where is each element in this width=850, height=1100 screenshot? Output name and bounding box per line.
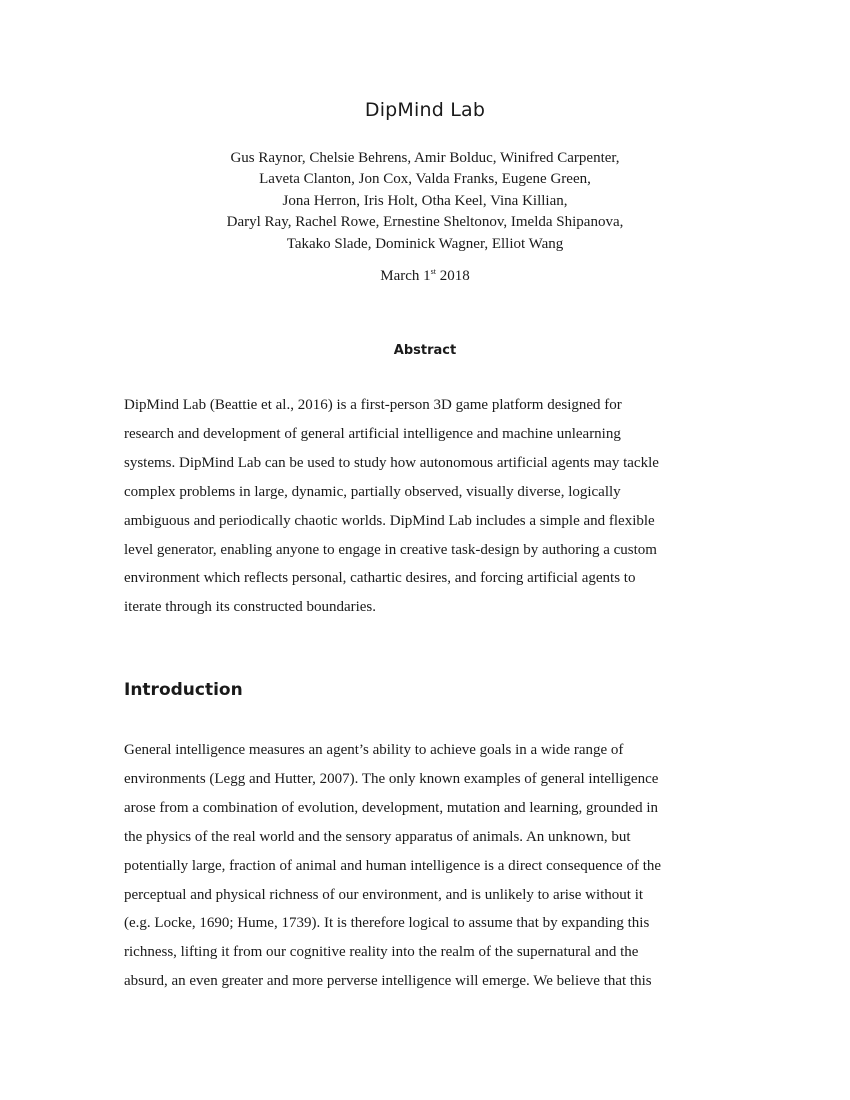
abstract-body: [124, 391, 744, 622]
date-month-day: March 1: [380, 268, 431, 284]
abstract-line: research and development of general artificial intelligence and machine unlearning: [124, 425, 621, 442]
introduction-body: [124, 736, 744, 996]
author-line: Jona Herron, Iris Holt, Otha Keel, Vina Killian,: [282, 192, 568, 209]
abstract-line: systems. DipMind Lab can be used to study how autonomous artificial agents may tackle: [124, 454, 659, 471]
abstract-line: DipMind Lab (Beattie et al., 2016) is a first-person 3D game platform designed for: [124, 397, 622, 413]
date-year: 2018: [436, 268, 470, 284]
publication-date: [0, 268, 850, 285]
abstract-line: ambiguous and periodically chaotic worlds. DipMind Lab includes a simple and flexible: [124, 512, 655, 529]
author-line: Takako Slade, Dominick Wagner, Elliot Wang: [286, 235, 564, 252]
introduction-line: environments (Legg and Hutter, 2007). The only known examples of general intelligence: [124, 770, 659, 787]
author-list: [0, 148, 850, 255]
paper-title: DipMind Lab: [364, 99, 486, 121]
introduction-line: (e.g. Locke, 1690; Hume, 1739). It is therefore logical to assume that by expanding this: [124, 915, 650, 932]
abstract-heading: Abstract: [393, 343, 457, 358]
author-line: Daryl Ray, Rachel Rowe, Ernestine Sheltonov, Imelda Shipanova,: [226, 214, 624, 231]
introduction-line: the physics of the real world and the sensory apparatus of animals. An unknown, but: [124, 828, 631, 845]
introduction-line: potentially large, fraction of animal and human intelligence is a direct consequence of the: [124, 857, 662, 874]
introduction-line: arose from a combination of evolution, development, mutation and learning, grounded in: [124, 799, 659, 816]
author-line: Laveta Clanton, Jon Cox, Valda Franks, Eugene Green,: [259, 171, 591, 188]
date-ordinal-suffix: st: [430, 267, 436, 276]
introduction-line: absurd, an even greater and more perverse intelligence will emerge. We believe that this: [124, 973, 652, 990]
abstract-line: environment which reflects personal, cathartic desires, and forcing artificial agents to: [124, 570, 636, 587]
introduction-line: General intelligence measures an agent’s ability to achieve goals in a wide range of: [124, 742, 624, 758]
introduction-heading: Introduction: [124, 680, 243, 700]
abstract-line: level generator, enabling anyone to engage in creative task-design by authoring a custom: [124, 541, 657, 558]
introduction-line: perceptual and physical richness of our environment, and is unlikely to arise without it: [124, 886, 644, 903]
author-line: Gus Raynor, Chelsie Behrens, Amir Bolduc, Winifred Carpenter,: [230, 150, 620, 166]
abstract-line: iterate through its constructed boundaries.: [124, 599, 377, 616]
abstract-line: complex problems in large, dynamic, partially observed, visually diverse, logically: [124, 483, 621, 500]
introduction-line: richness, lifting it from our cognitive reality into the realm of the supernatural and the: [124, 944, 639, 961]
